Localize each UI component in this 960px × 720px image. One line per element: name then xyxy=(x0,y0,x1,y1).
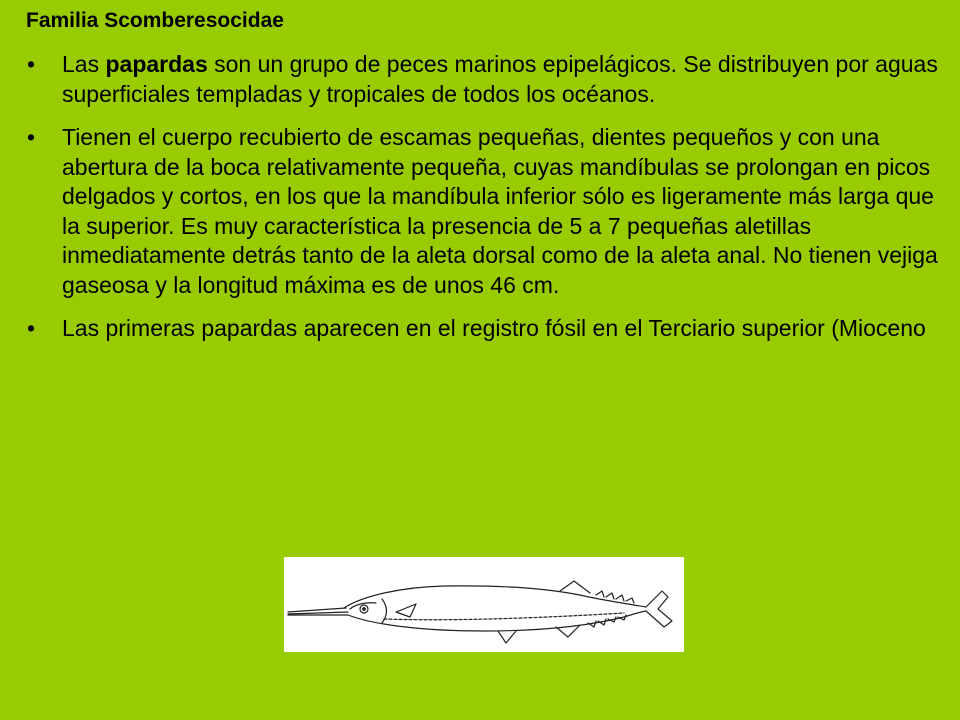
bullet-marker: • xyxy=(27,124,36,150)
bullet-item xyxy=(24,50,940,109)
bullet-item xyxy=(24,123,940,300)
saury-fish-figure xyxy=(284,557,684,652)
bullet-text-start: Las xyxy=(62,51,106,77)
bullet-text: Tienen el cuerpo recubierto de escamas pequeñas, dientes pequeños y con una abertura de la boca relativamente pequeña, cuyas mandíbulas se prolongan en picos delgados y cortos, en los que la mandíbula inferior sólo es ligeramente más larga que la superior. Es muy característica la presencia de 5 a 7 pequeñas aletillas inmediatamente detrás tanto de la aleta dorsal como de la aleta anal. No tienen vejiga gaseosa y la longitud máxima es de unos 46 cm. xyxy=(62,124,938,298)
bullet-list xyxy=(24,50,940,358)
bullet-item xyxy=(24,314,940,344)
saury-fish-icon xyxy=(284,557,684,652)
bullet-bold-term: papardas xyxy=(105,51,208,77)
bullet-text: Las primeras papardas aparecen en el registro fósil en el Terciario superior (Mioceno xyxy=(62,315,926,341)
bullet-marker: • xyxy=(27,51,36,77)
slide-title: Familia Scomberesocidae xyxy=(26,9,284,32)
bullet-marker: • xyxy=(27,315,36,341)
bullet-text-end: son un grupo de peces marinos epipelágicos. Se distribuyen por aguas superficiales templadas y tropicales de todos los océanos. xyxy=(62,51,938,107)
